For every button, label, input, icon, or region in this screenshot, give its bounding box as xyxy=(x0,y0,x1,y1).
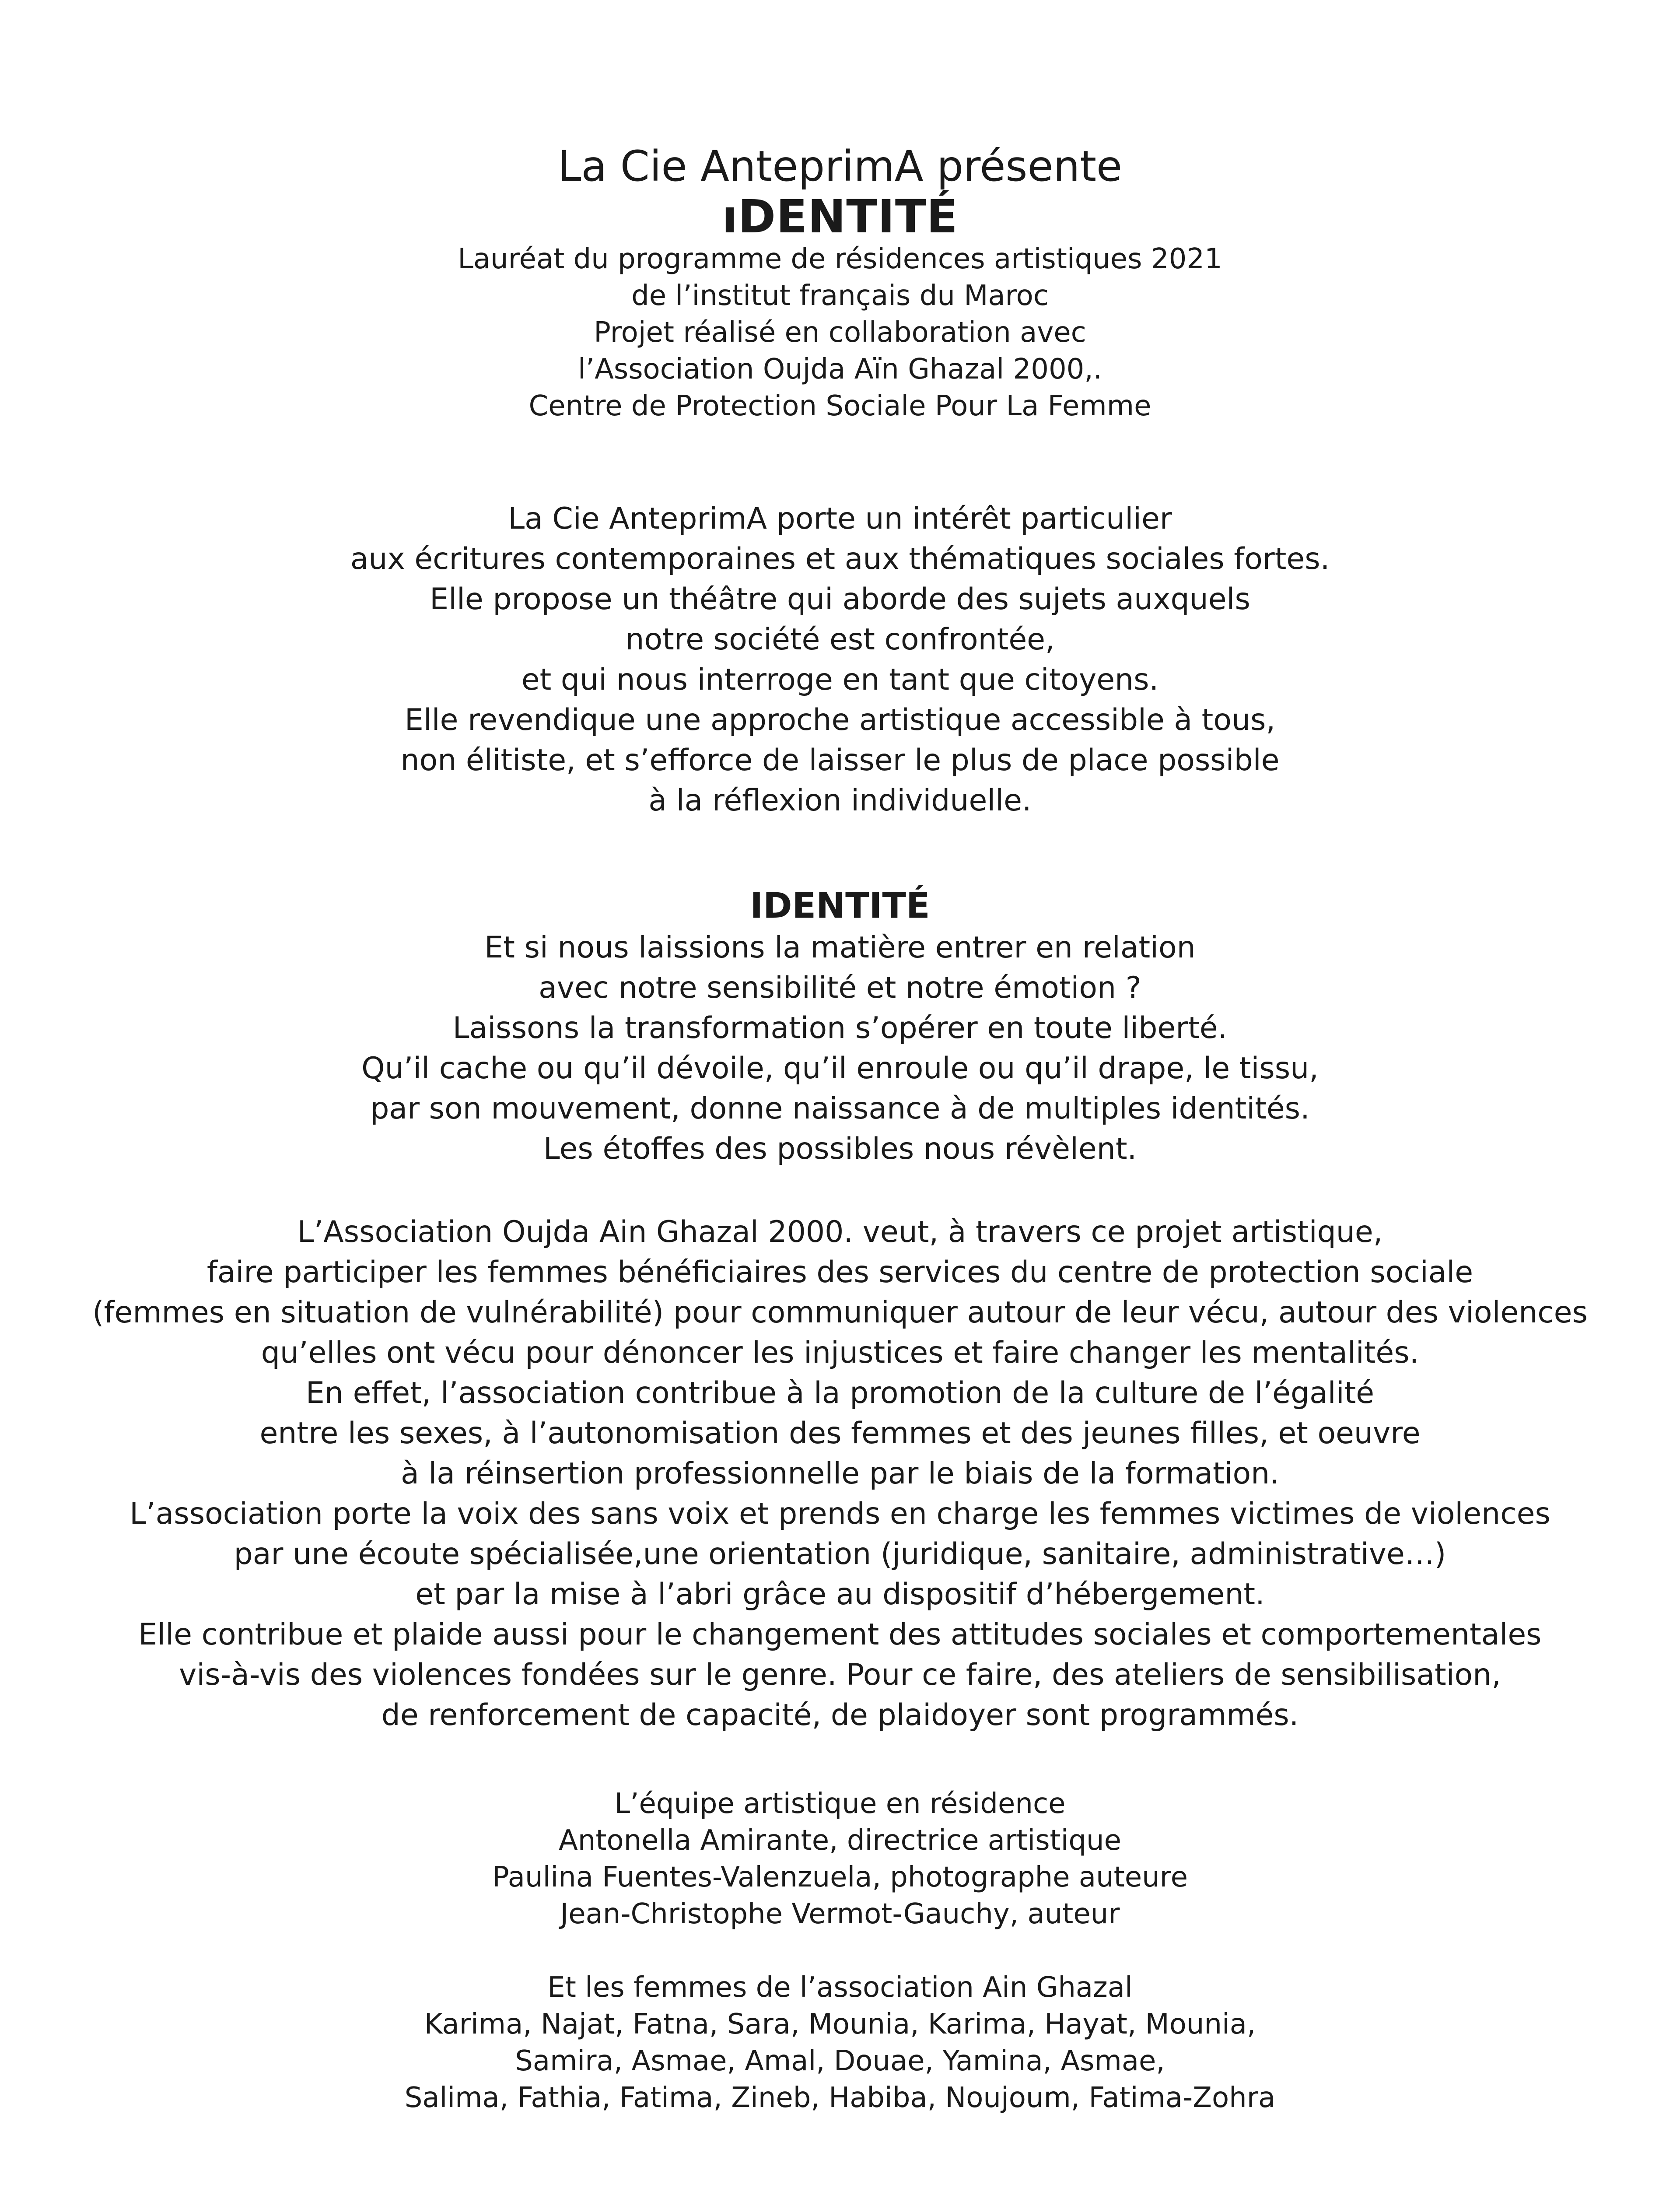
women-section xyxy=(0,1969,1680,2116)
association-line: entre les sexes, à l’autonomisation des femmes et des jeunes filles, et oeuvre xyxy=(259,1416,1421,1451)
presents-line: La Cie AnteprimA présente xyxy=(557,142,1123,191)
association-paragraph xyxy=(0,1212,1680,1736)
team-line: Antonella Amirante, directrice artistique xyxy=(559,1824,1121,1857)
association-line: L’association porte la voix des sans voix et prends en charge les femmes victimes de violences xyxy=(130,1497,1550,1531)
women-line: Karima, Najat, Fatna, Sara, Mounia, Karima, Hayat, Mounia, xyxy=(424,2008,1256,2041)
intro-line: à la réflexion individuelle. xyxy=(648,783,1032,818)
association-line: de renforcement de capacité, de plaidoyer sont programmés. xyxy=(381,1698,1299,1732)
identite-section xyxy=(0,884,1680,1169)
team-section xyxy=(0,1785,1680,1932)
identite-line: Qu’il cache ou qu’il dévoile, qu’il enroule ou qu’il drape, le tissu, xyxy=(361,1051,1319,1086)
intro-line: Elle propose un théâtre qui aborde des sujets auxquels xyxy=(430,582,1250,617)
page-title: ıDENTITÉ xyxy=(722,190,958,243)
women-line: Et les femmes de l’association Ain Ghazal xyxy=(547,1971,1133,2004)
intro-paragraph xyxy=(0,499,1680,821)
identite-title: IDENTITÉ xyxy=(750,885,930,926)
association-line: (femmes en situation de vulnérabilité) pour communiquer autour de leur vécu, autour des violences xyxy=(92,1295,1588,1330)
identite-line: avec notre sensibilité et notre émotion ? xyxy=(539,971,1141,1005)
header-line: de l’institut français du Maroc xyxy=(631,280,1049,312)
intro-line: et qui nous interroge en tant que citoyens. xyxy=(521,663,1159,697)
identite-line: Les étoffes des possibles nous révèlent. xyxy=(543,1132,1137,1166)
association-line: à la réinsertion professionnelle par le biais de la formation. xyxy=(401,1456,1279,1491)
header-line: Lauréat du programme de résidences artistiques 2021 xyxy=(458,243,1222,275)
header-line: l’Association Oujda Aïn Ghazal 2000,. xyxy=(578,353,1102,386)
identite-line: Et si nous laissions la matière entrer en relation xyxy=(484,930,1196,965)
association-line: vis-à-vis des violences fondées sur le genre. Pour ce faire, des ateliers de sensibilisation, xyxy=(179,1658,1501,1692)
identite-line: Laissons la transformation s’opérer en toute liberté. xyxy=(452,1011,1228,1045)
header xyxy=(0,140,1680,424)
intro-line: non élitiste, et s’efforce de laisser le plus de place possible xyxy=(400,743,1280,778)
header-line: Centre de Protection Sociale Pour La Femme xyxy=(528,390,1152,422)
association-line: et par la mise à l’abri grâce au dispositif d’hébergement. xyxy=(415,1577,1265,1612)
team-line: Jean-Christophe Vermot-Gauchy, auteur xyxy=(560,1898,1120,1930)
association-line: par une écoute spécialisée,une orientation (juridique, sanitaire, administrative…) xyxy=(234,1537,1446,1571)
association-line: qu’elles ont vécu pour dénoncer les injustices et faire changer les mentalités. xyxy=(261,1336,1419,1370)
association-line: Elle contribue et plaide aussi pour le changement des attitudes sociales et comportementales xyxy=(138,1617,1542,1652)
women-line: Salima, Fathia, Fatima, Zineb, Habiba, Noujoum, Fatima-Zohra xyxy=(404,2082,1276,2114)
association-line: faire participer les femmes bénéficiaires des services du centre de protection sociale xyxy=(206,1255,1474,1290)
intro-line: Elle revendique une approche artistique accessible à tous, xyxy=(404,703,1276,737)
intro-line: La Cie AnteprimA porte un intérêt particulier xyxy=(508,501,1172,536)
team-line: Paulina Fuentes-Valenzuela, photographe auteure xyxy=(492,1861,1188,1893)
intro-line: aux écritures contemporaines et aux thématiques sociales fortes. xyxy=(350,542,1330,576)
header-line: Projet réalisé en collaboration avec xyxy=(594,316,1086,349)
intro-line: notre société est confrontée, xyxy=(625,622,1055,657)
identite-line: par son mouvement, donne naissance à de multiples identités. xyxy=(370,1091,1310,1126)
association-line: En effet, l’association contribue à la promotion de la culture de l’égalité xyxy=(305,1376,1375,1410)
team-line: L’équipe artistique en résidence xyxy=(614,1788,1066,1820)
association-line: L’Association Oujda Ain Ghazal 2000. veut, à travers ce projet artistique, xyxy=(297,1215,1383,1249)
women-line: Samira, Asmae, Amal, Douae, Yamina, Asmae, xyxy=(515,2045,1165,2077)
